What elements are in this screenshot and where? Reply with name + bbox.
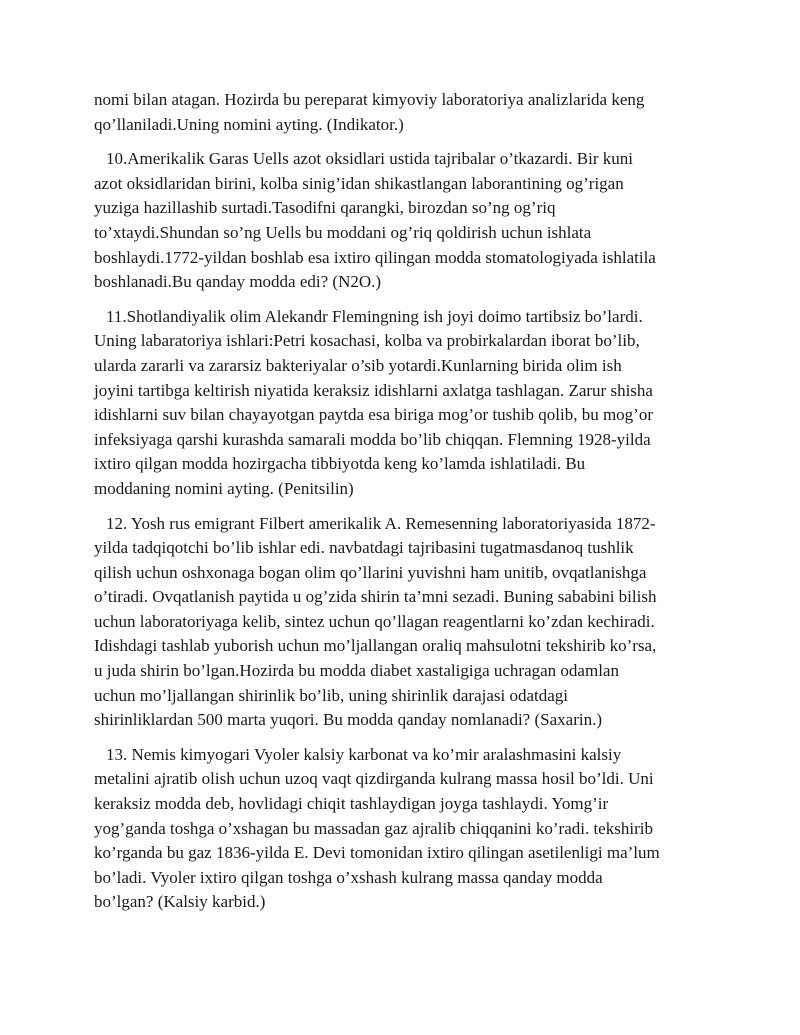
paragraph-intro-continuation: nomi bilan atagan. Hozirda bu pereparat kimyoviy laboratoriya analizlarida keng qo’llaniladi.Uning nomini ayting. (Indikator.) bbox=[94, 90, 645, 134]
paragraph-question-13: 13. Nemis kimyogari Vyoler kalsiy karbonat va ko’mir aralashmasini kalsiy metalini ajratib olish uchun uzoq vaqt qizdirganda kulrang massa hosil bo’ldi. Uni keraksiz modda deb, hovlidagi chiqit tashlaydigan joyga tashlaydi. Yomg’ir yog’ganda toshga o’xshagan bu massadan gaz ajralib chiqqanini ko’radi. tekshirib ko’rganda bu gaz 1836-yilda E. Devi tomonidan ixtiro qilingan asetilenligi ma’lum bo’ladi. Vyoler ixtiro qilgan toshga o’xshash kulrang massa qanday modda bo’lgan? (Kalsiy karbid.) bbox=[94, 744, 660, 912]
document-page bbox=[94, 88, 714, 925]
paragraph-question-10: 10.Amerikalik Garas Uells azot oksidlari ustida tajribalar o’tkazardi. Bir kuni azot oksidlaridan birini, kolba sinig’idan shikastlangan laborantining og’rigan yuziga hazillashib surtadi.Tasodifni qarangki, birozdan so’ng og’riq to’xtaydi.Shundan so’ng Uells bu moddani og’riq qoldirish uchun ishlata boshlaydi.1772-yildan boshlab esa ixtiro qilingan modda stomatologiyada ishlatila boshlanadi.Bu qanday modda edi? (N2O.) bbox=[94, 149, 656, 292]
paragraph-question-12: 12. Yosh rus emigrant Filbert amerikalik A. Remesenning laboratoriyasida 1872- yilda tadqiqotchi bo’lib ishlar edi. navbatdagi tajribasini tugatmasdanoq tushlik qilish uchun oshxonaga bogan olim qo’llarini yuvishni ham unitib, ovqatlanishga o’tiradi. Ovqatlanish paytida u og’zida shirin ta’mni sezadi. Buning sababini bilish uchun laboratoriyaga kelib, sintez uchun qo’llagan reagentlarni ko’zdan kechiradi. Idishdagi tashlab yuborish uchun mo’ljallangan oraliq mahsulotni tekshirib ko’rsa, u juda shirin bo’lgan.Hozirda bu modda diabet xastaligiga uchragan odamlan uchun mo’ljallangan shirinlik bo’lib, uning shirinlik darajasi odatdagi shirinliklardan 500 marta yuqori. Bu modda qanday nomlanadi? (Saxarin.) bbox=[94, 513, 657, 730]
paragraph-question-11: 11.Shotlandiyalik olim Alekandr Flemingning ish joyi doimo tartibsiz bo’lardi. Uning labaratoriya ishlari:Petri kosachasi, kolba va probirkalardan iborat bo’lib, ularda zararli va zararsiz bakteriyalar o’sib yotardi.Kunlarning birida olim ish joyini tartibga keltirish niyatida keraksiz idishlarni axlatga tashlagan. Zarur shisha idishlarni suv bilan chayayotgan paytda esa biriga mog’or tushib qolib, bu mog’or infeksiyaga qarshi kurashda samarali modda bo’lib chiqqan. Flemning 1928-yilda ixtiro qilgan modda hozirgacha tibbiyotda keng ko’lamda ishlatiladi. Bu moddaning nomini ayting. (Penitsilin) bbox=[94, 306, 653, 498]
